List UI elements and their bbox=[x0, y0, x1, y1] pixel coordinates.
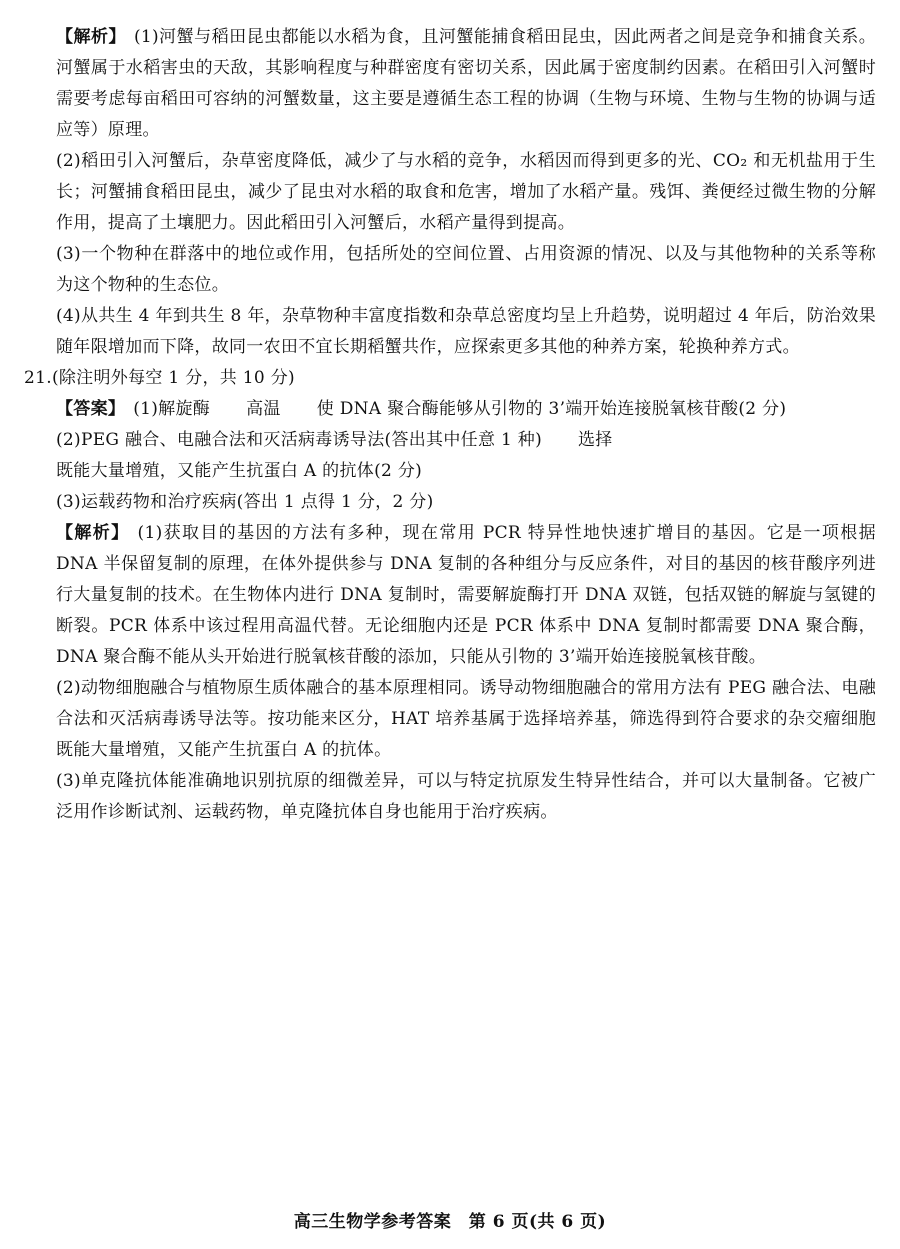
q20-analysis-p2: (2)稻田引入河蟹后，杂草密度降低，减少了与水稻的竞争，水稻因而得到更多的光、CO₂ 和无机盐用于生长；河蟹捕食稻田昆虫，减少了昆虫对水稻的取食和危害，增加了水稻产量。残饵、粪便经过微生物的分解作用，提高了土壤肥力。因此稻田引入河蟹后，水稻产量得到提高。 bbox=[56, 151, 876, 233]
score-note: (除注明外每空 1 分，共 10 分) bbox=[51, 368, 295, 388]
answer-tag: 【答案】 bbox=[56, 399, 126, 419]
q21-header bbox=[24, 363, 876, 394]
q21-answer-2-c: 既能大量增殖，又能产生抗蛋白 A 的抗体(2 分) bbox=[56, 461, 423, 481]
answer-2-b: 选择 bbox=[578, 430, 613, 450]
answer-1-c: 使 DNA 聚合酶能够从引物的 3’端开始连接脱氧核苷酸(2 分) bbox=[316, 399, 787, 419]
page-content bbox=[24, 22, 877, 828]
q20-analysis-text-1: (1)河蟹与稻田昆虫都能以水稻为食，且河蟹能捕食稻田昆虫，因此两者之间是竞争和捕食关系。河蟹属于水稻害虫的天敌，其影响程度与种群密度有密切关系，因此属于密度制约因素。在稻田引入河蟹时需要考虑每亩稻田可容纳的河蟹数量，这主要是遵循生态工程的协调（生物与环境、生物与生物的协调与适应等）原理。 bbox=[56, 27, 877, 140]
q21-analysis-e3: (3)单克隆抗体能准确地识别抗原的细微差异，可以与特定抗原发生特异性结合，并可以大量制备。它被广泛用作诊断试剂、运载药物，单克隆抗体自身也能用于治疗疾病。 bbox=[56, 771, 876, 822]
q20-analysis-p3: (3)一个物种在群落中的地位或作用，包括所处的空间位置、占用资源的情况、以及与其他物种的关系等称为这个物种的生态位。 bbox=[56, 244, 876, 295]
q21-analysis-e1 bbox=[56, 518, 876, 673]
q21-answer-1 bbox=[56, 394, 876, 425]
q21-analysis-e2: (2)动物细胞融合与植物原生质体融合的基本原理相同。诱导动物细胞融合的常用方法有 PEG 融合法、电融合法和灭活病毒诱导法等。按功能来区分，HAT 培养基属于选择培养基，筛选得到符合要求的杂交瘤细胞既能大量增殖，又能产生抗蛋白 A 的抗体。 bbox=[56, 678, 876, 760]
analysis-tag: 【解析】 bbox=[56, 27, 126, 47]
q20-analysis-p4: (4)从共生 4 年到共生 8 年，杂草物种丰富度指数和杂草总密度均呈上升趋势，说明超过 4 年后，防治效果随年限增加而下降，故同一农田不宜长期稻蟹共作，应探索更多其他的种养方案，轮换种养方式。 bbox=[56, 306, 876, 357]
q21-answer-2 bbox=[56, 425, 876, 456]
q20-analysis-p1 bbox=[56, 22, 876, 146]
page-footer: 高三生物学参考答案 第 6 页(共 6 页) bbox=[293, 1212, 607, 1232]
q21-analysis-text-1: (1)获取目的基因的方法有多种，现在常用 PCR 特异性地快速扩增目的基因。它是一项根据 DNA 半保留复制的原理，在体外提供参与 DNA 复制的各种组分与反应条件，对目的基因的核苷酸序列进行大量复制的技术。在生物体内进行 DNA 复制时，需要解旋酶打开 DNA 双链，包括双链的解旋与氢键的断裂。PCR 体系中该过程用高温代替。无论细胞内还是 PCR 体系中 DNA 复制时都需要 DNA 聚合酶，DNA 聚合酶不能从头开始进行脱氧核苷酸的添加，只能从引物的 3’端开始连接脱氧核苷酸。 bbox=[56, 523, 876, 667]
analysis-tag: 【解析】 bbox=[56, 523, 130, 543]
answer-1-b: 高温 bbox=[246, 399, 281, 419]
answer-1-a: (1)解旋酶 bbox=[133, 399, 211, 419]
question-number: 21. bbox=[24, 368, 52, 388]
q21-answer-3: (3)运载药物和治疗疾病(答出 1 点得 1 分，2 分) bbox=[56, 492, 434, 512]
answer-2-a: (2)PEG 融合、电融合法和灭活病毒诱导法(答出其中任意 1 种) bbox=[56, 430, 542, 450]
